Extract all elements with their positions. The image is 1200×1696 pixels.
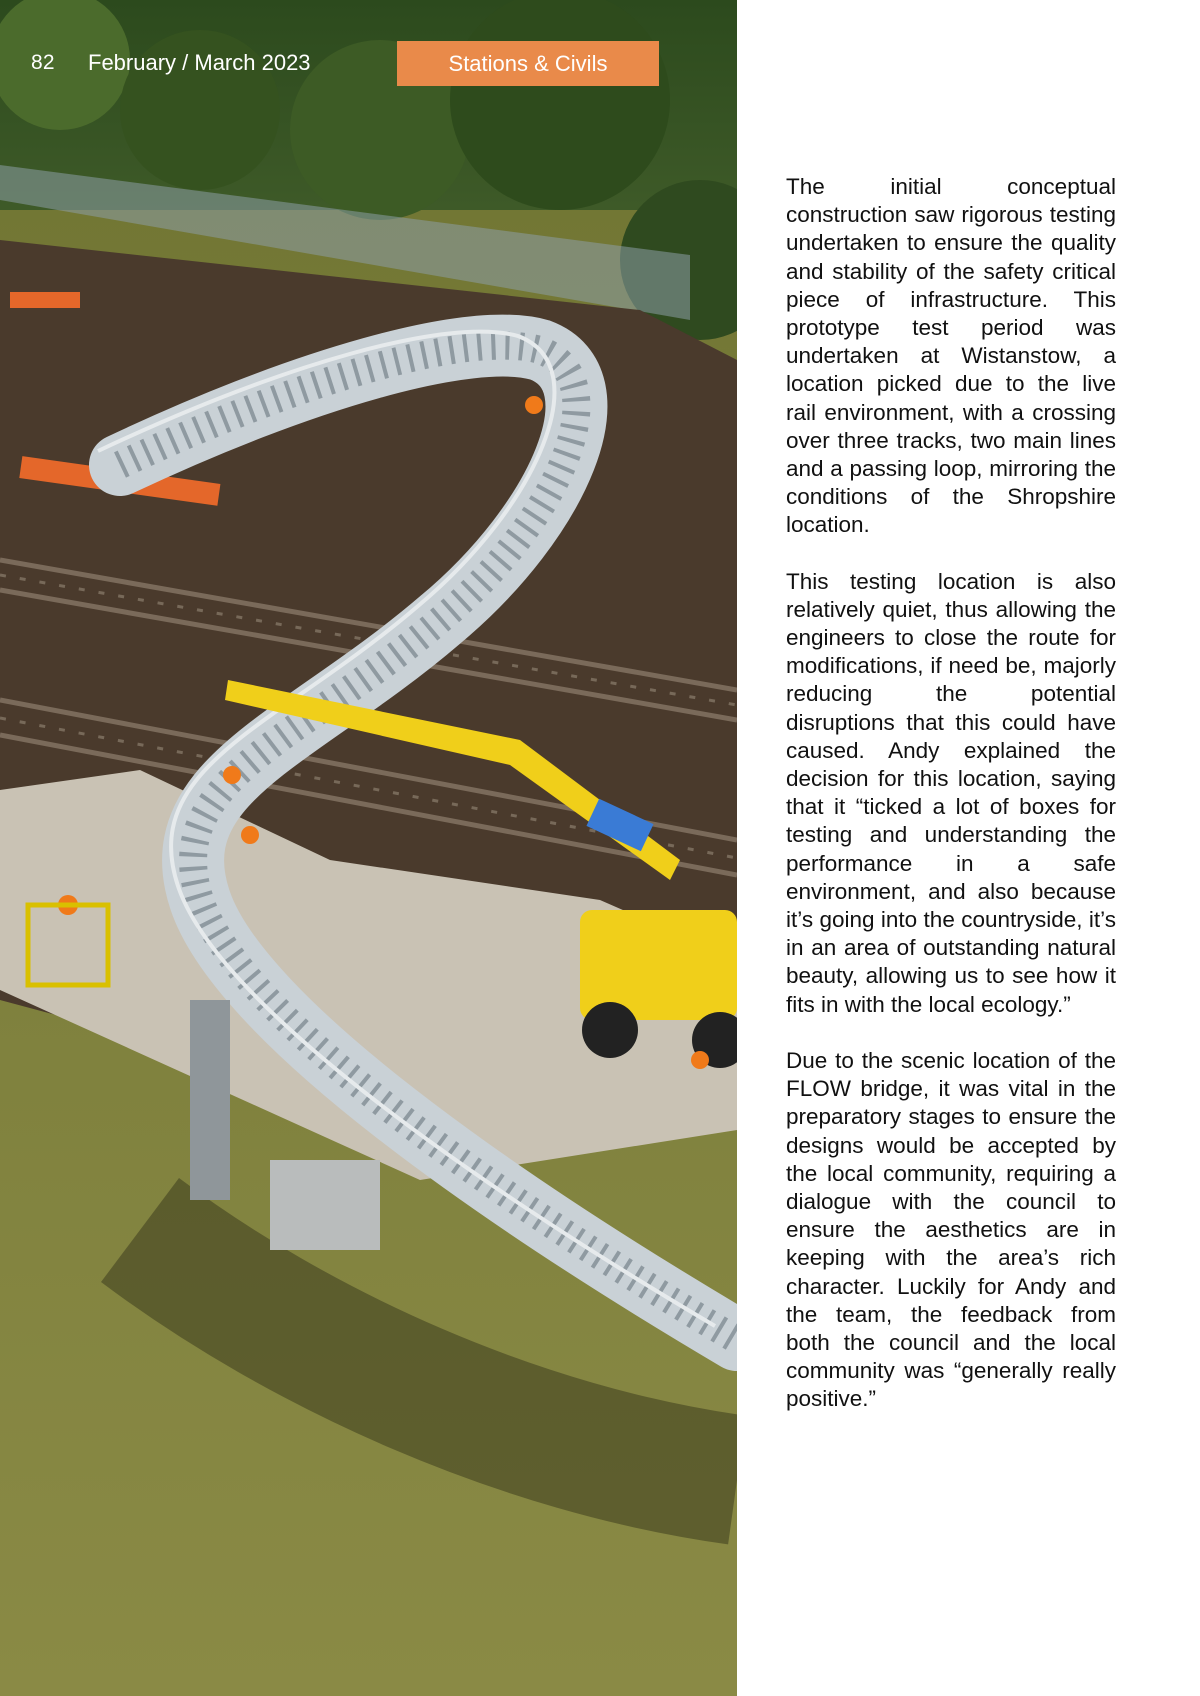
bridge-support [190, 1000, 230, 1200]
article-paragraph: The initial conceptual construction saw rigorous testing undertaken to ensure the quality and stability of the safety critical piece of infrastructure. This prototype test period was undertaken at Wistanstow, a location picked due to the live rail environment, with a crossing over three tracks, two main lines and a passing loop, mirroring the conditions of the Shropshire location. [786, 174, 1116, 538]
support-base [270, 1160, 380, 1250]
page-number: 82 [31, 51, 55, 74]
safety-barrier [10, 292, 80, 308]
article-paragraph: This testing location is also relatively quiet, thus allowing the engineers to close the route for modifications, if need be, majorly reducing the potential disruptions that this could have caused. Andy explained the decision for this location, saying that it “ticked a lot of boxes for testing and understanding the performance in a safe environment, and also because it’s going into the countryside, it’s in an area of outstanding natural beauty, allowing us to see how it fits in with the local ecology.” [786, 568, 1116, 1017]
article-body [786, 173, 1116, 1442]
issue-date: February / March 2023 [88, 50, 311, 75]
section-tag-label: Stations & Civils [448, 50, 608, 76]
section-tag [397, 41, 659, 86]
article-paragraph: Due to the scenic location of the FLOW bridge, it was vital in the preparatory stages to ensure the designs would be accepted by the local community, requiring a dialogue with the council to ensure the aesthetics are in keeping with the area’s rich character. Luckily for Andy and the team, the feedback from both the council and the local community was “generally really positive.” [786, 1047, 1116, 1412]
